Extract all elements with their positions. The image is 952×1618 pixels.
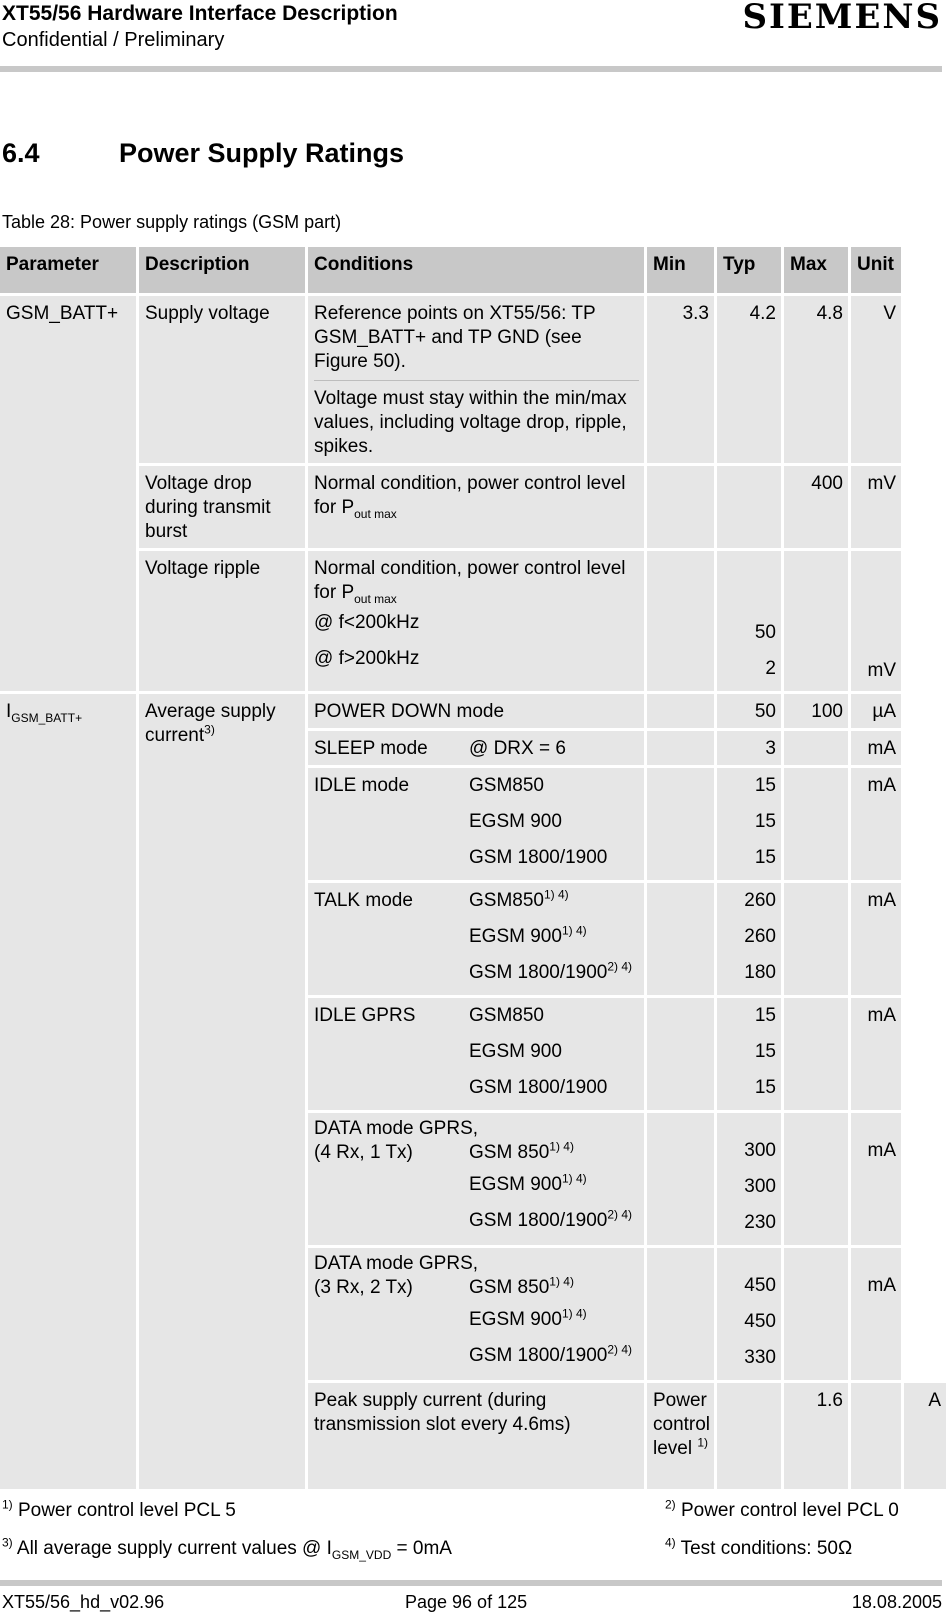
footnote-3 bbox=[2, 1535, 452, 1562]
typ-ripple bbox=[717, 551, 781, 691]
cond-text: Normal condition, power control level for P bbox=[314, 558, 626, 603]
footnote-ref: 2) 4) bbox=[607, 959, 633, 974]
band-label: EGSM 900 bbox=[469, 1174, 562, 1195]
mode-label: SLEEP mode bbox=[314, 738, 428, 759]
typ-value: 260 bbox=[744, 926, 776, 947]
typ-data-4rx1tx bbox=[717, 1113, 781, 1245]
min-peak bbox=[717, 1383, 781, 1489]
footnote-mark: 1) bbox=[2, 1497, 13, 1512]
footnote-ref: 1) 4) bbox=[549, 1139, 574, 1154]
footnote-ref: 2) 4) bbox=[607, 1342, 633, 1357]
band-label: GSM 1800/1900 bbox=[469, 1345, 608, 1366]
typ-value: 330 bbox=[744, 1347, 776, 1368]
param-symbol: I bbox=[6, 701, 12, 722]
typ-idle bbox=[717, 768, 781, 880]
footer-page-number: Page 96 of 125 bbox=[405, 1592, 528, 1612]
min-ripple bbox=[647, 551, 714, 691]
max-sleep bbox=[784, 731, 848, 765]
footnote-text: Power control level PCL 5 bbox=[12, 1500, 236, 1521]
param-gsm-batt: GSM_BATT+ bbox=[0, 296, 136, 691]
min-sleep bbox=[647, 731, 714, 765]
unit-data-3rx2tx: mA bbox=[851, 1248, 901, 1380]
unit-data-4rx1tx: mA bbox=[851, 1113, 901, 1245]
desc-average-current bbox=[139, 694, 305, 1489]
max-supply: 4.8 bbox=[784, 296, 848, 463]
cond-subscript: out max bbox=[354, 591, 397, 606]
typ-data-3rx2tx bbox=[717, 1248, 781, 1380]
cond-text: Normal condition, power control level for P bbox=[314, 473, 626, 518]
desc-peak-current: Peak supply current (during transmission slot every 4.6ms) bbox=[308, 1383, 644, 1489]
footnote-ref: 1) 4) bbox=[549, 1274, 574, 1289]
unit-idle: mA bbox=[851, 768, 901, 880]
max-data-4rx1tx bbox=[784, 1113, 848, 1245]
header-parameter: Parameter bbox=[0, 247, 136, 293]
typ-value: 15 bbox=[754, 811, 776, 832]
max-talk bbox=[784, 883, 848, 995]
unit-idle-gprs: mA bbox=[851, 998, 901, 1110]
band-label: GSM 1800/1900 bbox=[469, 1077, 608, 1098]
footnote-2 bbox=[665, 1497, 899, 1522]
footnote-ref: 1) bbox=[697, 1435, 709, 1450]
footer-doc-id: XT55/56_hd_v02.96 bbox=[2, 1592, 165, 1612]
cond-subscript: out max bbox=[354, 506, 397, 521]
typ-ripple-low: 50 bbox=[754, 622, 776, 643]
cond-f-low: @ f<200kHz bbox=[314, 612, 420, 633]
cond-sleep bbox=[308, 731, 644, 765]
section-heading bbox=[2, 138, 404, 169]
section-number: 6.4 bbox=[2, 138, 40, 168]
param-subscript: GSM_BATT+ bbox=[11, 710, 83, 725]
desc-text: Average supply current bbox=[145, 701, 276, 746]
footnote-text: = 0mA bbox=[391, 1538, 452, 1559]
header-max: Max bbox=[784, 247, 848, 293]
mode-sublabel: (3 Rx, 2 Tx) bbox=[314, 1277, 413, 1298]
cond-minmax-note: Voltage must stay within the min/max values, including voltage drop, ripple, spikes. bbox=[314, 388, 627, 457]
band-label: GSM850 bbox=[469, 1005, 544, 1026]
footnote-ref: 1) 4) bbox=[561, 1171, 587, 1186]
cond-peak bbox=[647, 1383, 714, 1489]
cond-idle-gprs bbox=[308, 998, 644, 1110]
mode-label: IDLE GPRS bbox=[314, 1005, 416, 1026]
typ-value: 15 bbox=[754, 1041, 776, 1062]
cond-voltage-drop bbox=[308, 466, 644, 548]
typ-value: 15 bbox=[754, 1077, 776, 1098]
typ-value: 15 bbox=[754, 1005, 776, 1026]
header-subtitle: Confidential / Preliminary bbox=[2, 29, 225, 51]
unit-sleep: mA bbox=[851, 731, 901, 765]
min-power-down bbox=[647, 694, 714, 728]
cond-data-4rx1tx bbox=[308, 1113, 644, 1245]
mode-label: DATA mode GPRS, bbox=[314, 1253, 479, 1274]
cond-text: Power control level bbox=[653, 1390, 711, 1459]
min-idle bbox=[647, 768, 714, 880]
band-label: EGSM 900 bbox=[469, 811, 562, 832]
desc-footnote-ref: 3) bbox=[204, 722, 215, 737]
cond-talk bbox=[308, 883, 644, 995]
typ-value: 230 bbox=[744, 1212, 776, 1233]
typ-drop bbox=[717, 466, 781, 548]
min-idle-gprs bbox=[647, 998, 714, 1110]
footnote-ref: 1) 4) bbox=[561, 923, 587, 938]
max-drop: 400 bbox=[784, 466, 848, 548]
mode-label: IDLE mode bbox=[314, 775, 410, 796]
table-row bbox=[0, 466, 946, 548]
footnote-text: Power control level PCL 0 bbox=[675, 1500, 899, 1521]
unit-drop: mV bbox=[851, 466, 901, 548]
typ-idle-gprs bbox=[717, 998, 781, 1110]
header-description: Description bbox=[139, 247, 305, 293]
typ-supply: 4.2 bbox=[717, 296, 781, 463]
header-min: Min bbox=[647, 247, 714, 293]
band-label: GSM 850 bbox=[469, 1277, 550, 1298]
band-label: EGSM 900 bbox=[469, 926, 562, 947]
header-conditions: Conditions bbox=[308, 247, 644, 293]
min-talk bbox=[647, 883, 714, 995]
siemens-logo: SIEMENS bbox=[742, 0, 942, 37]
max-peak bbox=[851, 1383, 901, 1489]
unit-supply: V bbox=[851, 296, 901, 463]
typ-value: 15 bbox=[754, 847, 776, 868]
param-i-gsm-batt bbox=[0, 694, 136, 1489]
footnote-subscript: GSM_VDD bbox=[331, 1547, 392, 1562]
min-data-4rx1tx bbox=[647, 1113, 714, 1245]
power-supply-table bbox=[0, 244, 949, 1492]
cond-f-high: @ f>200kHz bbox=[314, 648, 420, 669]
typ-talk bbox=[717, 883, 781, 995]
unit-power-down: µA bbox=[851, 694, 901, 728]
mode-label: TALK mode bbox=[314, 890, 413, 911]
max-ripple bbox=[784, 551, 848, 691]
max-power-down: 100 bbox=[784, 694, 848, 728]
band-label: GSM 1800/1900 bbox=[469, 1210, 608, 1231]
header-rule bbox=[0, 66, 942, 72]
band-label: GSM 1800/1900 bbox=[469, 847, 608, 868]
band-label: EGSM 900 bbox=[469, 1041, 562, 1062]
table-row bbox=[0, 551, 946, 691]
desc-supply-voltage: Supply voltage bbox=[139, 296, 305, 463]
cond-power-down: POWER DOWN mode bbox=[308, 694, 644, 728]
footnote-ref: 1) 4) bbox=[561, 1306, 587, 1321]
table-caption: Table 28: Power supply ratings (GSM part) bbox=[2, 212, 342, 232]
band-label: GSM 850 bbox=[469, 1142, 550, 1163]
desc-voltage-ripple: Voltage ripple bbox=[139, 551, 305, 691]
min-supply: 3.3 bbox=[647, 296, 714, 463]
footnote-text: All average supply current values @ I bbox=[12, 1538, 332, 1559]
footnote-text: Test conditions: 50Ω bbox=[675, 1538, 853, 1559]
band-label: GSM 1800/1900 bbox=[469, 962, 608, 983]
unit-ripple: mV bbox=[851, 551, 901, 691]
typ-peak: 1.6 bbox=[784, 1383, 848, 1489]
footnote-1 bbox=[2, 1497, 236, 1522]
min-data-3rx2tx bbox=[647, 1248, 714, 1380]
cond-data-3rx2tx bbox=[308, 1248, 644, 1380]
typ-power-down: 50 bbox=[717, 694, 781, 728]
footer-rule bbox=[0, 1580, 942, 1586]
footnote-mark: 2) bbox=[665, 1497, 676, 1512]
desc-voltage-drop: Voltage drop during transmit burst bbox=[139, 466, 305, 548]
footer-date: 18.08.2005 bbox=[851, 1592, 942, 1612]
min-drop bbox=[647, 466, 714, 548]
footnote-mark: 4) bbox=[665, 1535, 676, 1550]
typ-sleep: 3 bbox=[717, 731, 781, 765]
mode-sublabel: (4 Rx, 1 Tx) bbox=[314, 1142, 413, 1163]
footnote-mark: 3) bbox=[2, 1535, 13, 1550]
typ-value: 300 bbox=[744, 1140, 776, 1161]
header-unit: Unit bbox=[851, 247, 901, 293]
typ-value: 180 bbox=[744, 962, 776, 983]
typ-value: 260 bbox=[744, 890, 776, 911]
footnote-ref: 1) 4) bbox=[543, 887, 569, 902]
max-idle-gprs bbox=[784, 998, 848, 1110]
max-data-3rx2tx bbox=[784, 1248, 848, 1380]
cond-supply-voltage bbox=[308, 296, 644, 463]
band-label: GSM850 bbox=[469, 890, 544, 911]
typ-value: 450 bbox=[744, 1275, 776, 1296]
band-label: GSM850 bbox=[469, 775, 544, 796]
table-row bbox=[0, 694, 946, 728]
footnote-ref: 2) 4) bbox=[607, 1207, 633, 1222]
header-typ: Typ bbox=[717, 247, 781, 293]
typ-value: 450 bbox=[744, 1311, 776, 1332]
unit-talk: mA bbox=[851, 883, 901, 995]
typ-value: 15 bbox=[754, 775, 776, 796]
table-header-row bbox=[0, 247, 946, 293]
mode-label: DATA mode GPRS, bbox=[314, 1118, 479, 1139]
typ-ripple-high: 2 bbox=[765, 658, 776, 679]
typ-value: 300 bbox=[744, 1176, 776, 1197]
section-title: Power Supply Ratings bbox=[119, 138, 405, 168]
band-label: @ DRX = 6 bbox=[469, 738, 566, 759]
band-label: EGSM 900 bbox=[469, 1309, 562, 1330]
footnote-4 bbox=[665, 1535, 853, 1560]
cond-reference-points: Reference points on XT55/56: TP GSM_BATT+ and TP GND (see Figure 50). bbox=[314, 302, 639, 381]
max-idle bbox=[784, 768, 848, 880]
header-title: XT55/56 Hardware Interface Description bbox=[2, 2, 398, 25]
unit-peak: A bbox=[904, 1383, 946, 1489]
cond-voltage-ripple bbox=[308, 551, 644, 691]
table-row bbox=[0, 296, 946, 463]
cond-idle bbox=[308, 768, 644, 880]
